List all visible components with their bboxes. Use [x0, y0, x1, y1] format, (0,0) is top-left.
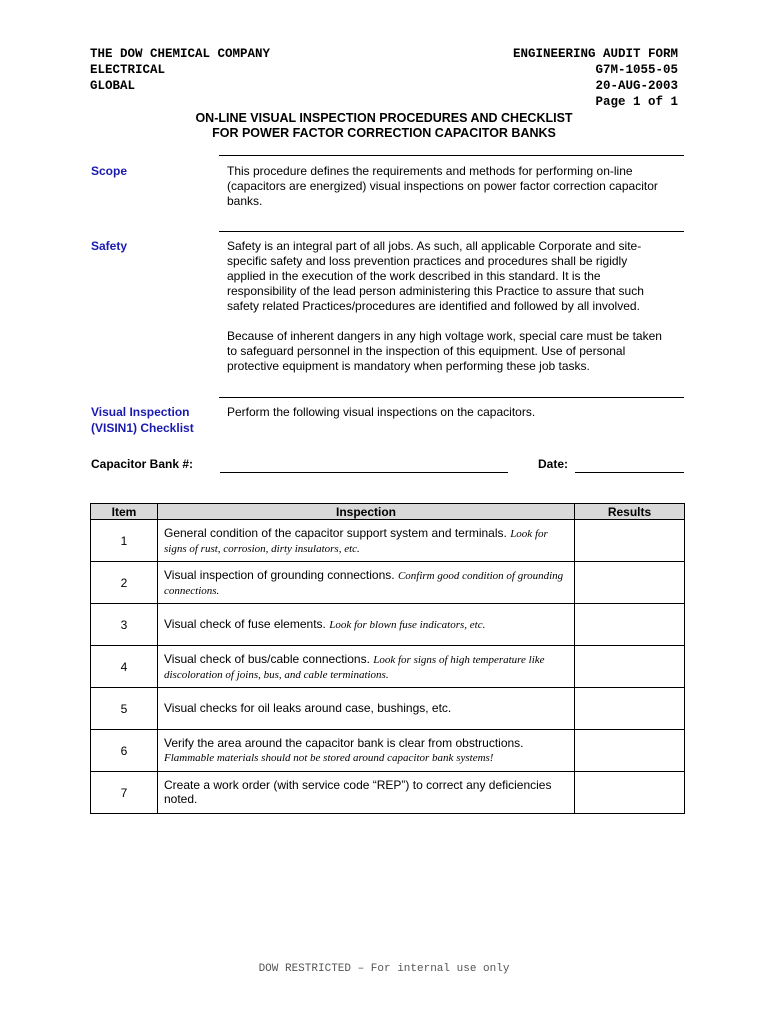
- table-header-row: [91, 504, 685, 520]
- inspection-note: Confirm good condition of grounding connections.: [164, 569, 564, 597]
- date-label: Date:: [538, 457, 569, 471]
- inspection-text: General condition of the capacitor support system and terminals.: [164, 525, 507, 540]
- visual-label-line-2: (VISIN1) Checklist: [91, 421, 194, 435]
- column-header-results: Results: [575, 504, 685, 520]
- inspection-cell: [158, 562, 575, 604]
- inspection-note: Flammable materials should not be stored around capacitor bank systems!: [164, 752, 494, 764]
- table-row: [91, 604, 685, 646]
- inspection-note: Look for blown fuse indicators, etc.: [329, 619, 486, 631]
- item-number: 5: [91, 688, 158, 730]
- item-number: 2: [91, 562, 158, 604]
- result-cell[interactable]: [575, 688, 685, 730]
- result-cell[interactable]: [575, 562, 685, 604]
- inspection-text: Create a work order (with service code “REP”) to correct any deficiencies noted.: [164, 778, 552, 806]
- column-header-inspection: Inspection: [158, 504, 575, 520]
- inspection-cell: [158, 520, 575, 562]
- safety-text: [227, 239, 665, 374]
- inspection-cell: [158, 646, 575, 688]
- result-cell[interactable]: [575, 520, 685, 562]
- inspection-text: Verify the area around the capacitor bank is clear from obstructions.: [164, 736, 524, 750]
- page-indicator: Page 1 of 1: [595, 95, 678, 109]
- column-header-item: Item: [91, 504, 158, 520]
- inspection-note: Look for signs of high temperature like discoloration of joins, bus, and cable terminations.: [164, 653, 545, 681]
- table-row: [91, 730, 685, 772]
- inspection-cell: [158, 772, 575, 814]
- header-left: [90, 46, 270, 94]
- safety-divider: [219, 231, 684, 232]
- visual-text: Perform the following visual inspections on the capacitors.: [227, 405, 536, 419]
- inspection-cell: [158, 604, 575, 646]
- table-row: [91, 646, 685, 688]
- visual-divider: [219, 397, 684, 398]
- header-right: [513, 46, 678, 110]
- item-number: 7: [91, 772, 158, 814]
- inspection-checklist-table: [90, 503, 685, 814]
- form-number: G7M-1055-05: [595, 63, 678, 77]
- capacitor-bank-label: Capacitor Bank #:: [91, 457, 194, 471]
- department: ELECTRICAL: [90, 63, 166, 77]
- inspection-cell: [158, 688, 575, 730]
- inspection-text: Visual check of bus/cable connections.: [164, 651, 370, 666]
- region: GLOBAL: [90, 79, 136, 93]
- item-number: 4: [91, 646, 158, 688]
- capacitor-bank-field[interactable]: [220, 472, 508, 473]
- document-title: [0, 111, 768, 141]
- title-line-2: FOR POWER FACTOR CORRECTION CAPACITOR BANKS: [212, 126, 556, 140]
- title-line-1: ON-LINE VISUAL INSPECTION PROCEDURES AND CHECKLIST: [195, 111, 573, 125]
- company-name: THE DOW CHEMICAL COMPANY: [90, 47, 271, 61]
- inspection-note: Look for signs of rust, corrosion, dirty insulators, etc.: [164, 527, 548, 555]
- item-number: 1: [91, 520, 158, 562]
- item-number: 6: [91, 730, 158, 772]
- safety-paragraph-2: Because of inherent dangers in any high voltage work, special care must be taken to safeguard personnel in the inspection of this equipment. Use of personal protective equipment is mandatory when performing these job tasks.: [227, 329, 662, 373]
- visual-label: [91, 404, 194, 436]
- form-date: 20-AUG-2003: [595, 79, 678, 93]
- scope-divider: [219, 155, 684, 156]
- table-row: [91, 520, 685, 562]
- result-cell[interactable]: [575, 772, 685, 814]
- scope-label: Scope: [91, 164, 128, 178]
- date-field[interactable]: [575, 472, 684, 473]
- safety-label: Safety: [91, 239, 128, 253]
- footer-restriction-notice: DOW RESTRICTED – For internal use only: [258, 963, 510, 975]
- table-row: [91, 688, 685, 730]
- form-type: ENGINEERING AUDIT FORM: [512, 47, 678, 61]
- inspection-text: Visual check of fuse elements.: [164, 617, 326, 631]
- inspection-text: Visual checks for oil leaks around case, bushings, etc.: [164, 701, 452, 715]
- item-number: 3: [91, 604, 158, 646]
- result-cell[interactable]: [575, 730, 685, 772]
- visual-label-line-1: Visual Inspection: [91, 405, 190, 419]
- result-cell[interactable]: [575, 604, 685, 646]
- table-row: [91, 772, 685, 814]
- safety-paragraph-1: Safety is an integral part of all jobs. As such, all applicable Corporate and site-specific safety and loss prevention practices and procedures shall be rigidly applied in the execution of the work described in this standard. It is the responsibility of the lead person administering this Practice to assure that such safety related Practices/procedures are identified and followed by all involved.: [227, 239, 644, 313]
- result-cell[interactable]: [575, 646, 685, 688]
- inspection-cell: [158, 730, 575, 772]
- scope-text: This procedure defines the requirements and methods for performing on-line (capacitors are energized) visual inspections on power factor correction capacitor banks.: [227, 164, 658, 208]
- table-row: [91, 562, 685, 604]
- inspection-text: Visual inspection of grounding connections.: [164, 567, 395, 582]
